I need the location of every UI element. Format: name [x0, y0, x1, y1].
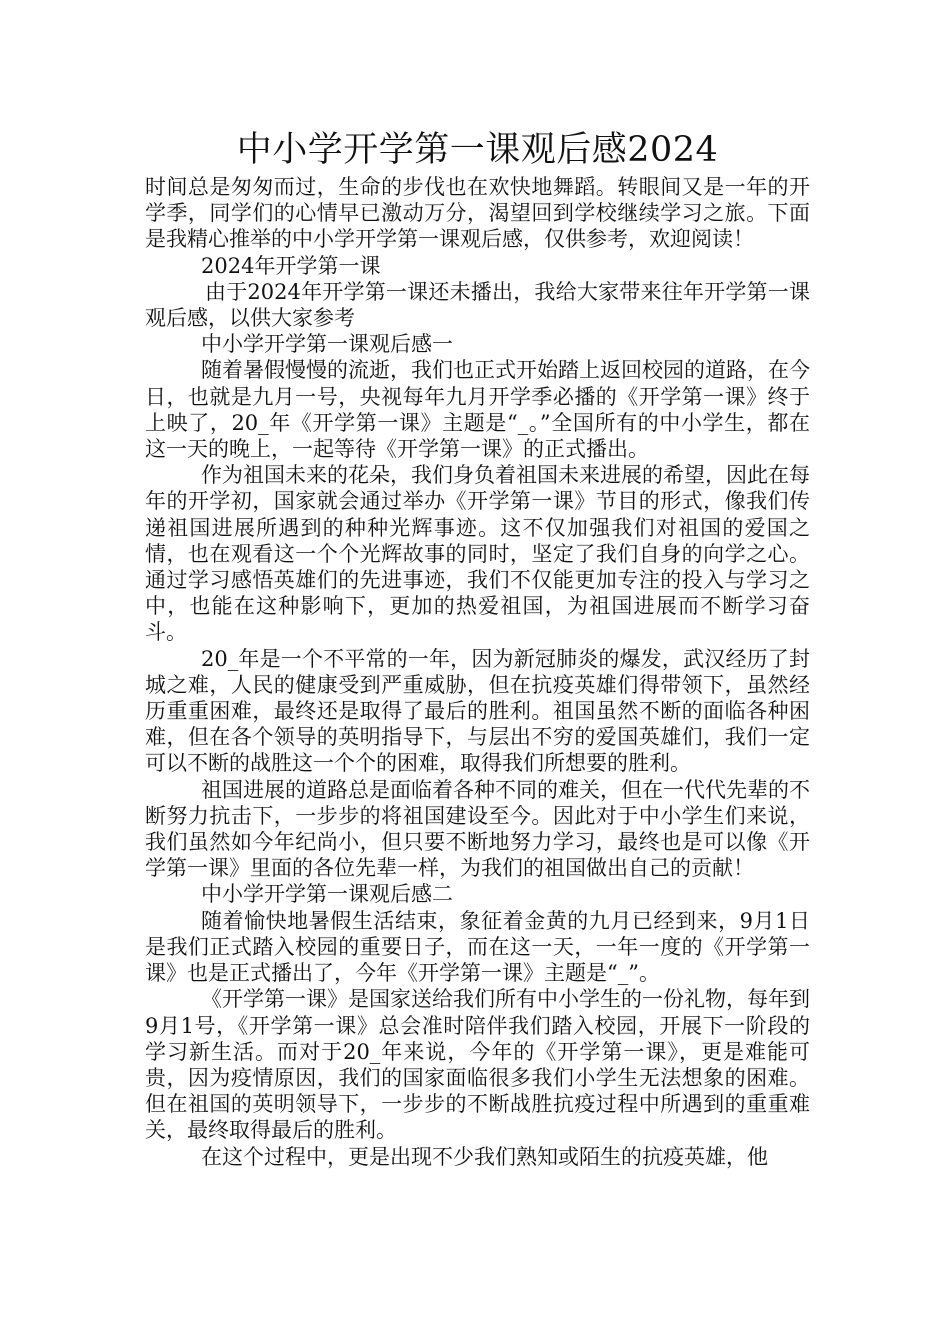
- document-page: [145, 128, 810, 1170]
- essay-two-heading: 中小学开学第一课观后感二: [201, 882, 453, 907]
- intro-paragraph: 时间总是匆匆而过，生命的步伐也在欢快地舞蹈。转眼间又是一年的开学季，同学们的心情早已激动万分，渴望回到学校继续学习之旅。下面是我精心推举的中小学开学第一课观后感，仅供参考，欢迎阅读！: [145, 175, 810, 252]
- essay-two-paragraph: 随着愉快地暑假生活结束，象征着金黄的九月已经到来，9月1日是我们正式踏入校园的重要日子，而在这一天，一年一度的《开学第一课》也是正式播出了，今年《开学第一课》主题是“_”。: [145, 908, 810, 986]
- essay-two-paragraph: 《开学第一课》是国家送给我们所有中小学生的一份礼物，每年到9月1号，《开学第一课》总会准时陪伴我们踏入校园，开展下一阶段的学习新生活。而对于20_年来说，今年的《开学第一课》，更是难能可贵，因为疫情原因，我们的国家面临很多我们小学生无法想象的困难。但在祖国的英明领导下，一步步的不断战胜抗疫过程中所遇到的重重难关，最终取得最后的胜利。: [145, 987, 810, 1143]
- document-title: 中小学开学第一课观后感2024: [236, 130, 719, 170]
- essay-one-paragraph: 作为祖国未来的花朵，我们身负着祖国未来进展的希望，因此在每年的开学初，国家就会通过举办《开学第一课》节目的形式，像我们传递祖国进展所遇到的种种光辉事迹。这不仅加强我们对祖国的爱国之情，也在观看这一个个光辉故事的同时，坚定了我们自身的向学之心。通过学习感悟英雄们的先进事迹，我们不仅能更加专注的投入与学习之中，也能在这种影响下，更加的热爱祖国，为祖国进展而不断学习奋斗。: [145, 463, 810, 645]
- essay-one-heading: 中小学开学第一课观后感一: [201, 332, 453, 357]
- essay-one-paragraph: 祖国进展的道路总是面临着各种不同的难关，但在一代代先辈的不断努力抗击下，一步步的将祖国建设至今。因此对于中小学生们来说，我们虽然如今年纪尚小，但只要不断地努力学习，最终也是可以像《开学第一课》里面的各位先辈一样，为我们的祖国做出自己的贡献！: [145, 777, 810, 881]
- section-heading-2024: 2024年开学第一课: [201, 253, 381, 278]
- note-paragraph: 由于2024年开学第一课还未播出，我给大家带来往年开学第一课观后感，以供大家参考: [145, 279, 810, 331]
- essay-one-paragraph: 20_年是一个不平常的一年，因为新冠肺炎的爆发，武汉经历了封城之难，人民的健康受到严重威胁，但在抗疫英雄们得带领下，虽然经历重重困难，最终还是取得了最后的胜利。祖国虽然不断的面临各种困难，但在各个领导的英明指导下，与层出不穷的爱国英雄们，我们一定可以不断的战胜这一个个的困难，取得我们所想要的胜利。: [145, 646, 810, 776]
- essay-one-paragraph: 随着暑假慢慢的流逝，我们也正式开始踏上返回校园的道路，在今日，也就是九月一号，央视每年九月开学季必播的《开学第一课》终于上映了，20_年《开学第一课》主题是“_。”全国所有的中小学生，都在这一天的晚上，一起等待《开学第一课》的正式播出。: [145, 358, 810, 462]
- essay-two-paragraph: 在这个过程中，更是出现不少我们熟知或陌生的抗疫英雄，他: [201, 1144, 768, 1169]
